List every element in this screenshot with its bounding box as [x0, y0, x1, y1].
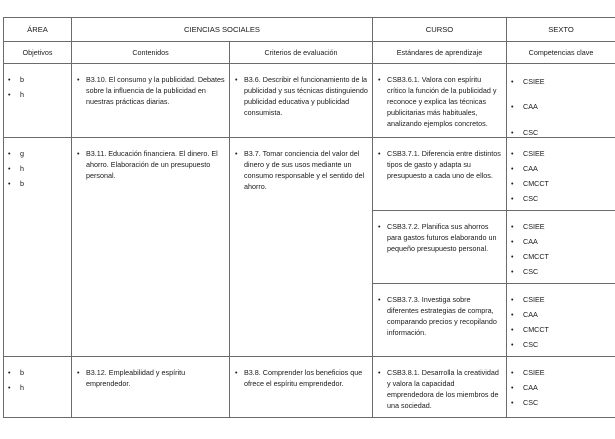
objetivos-cell [4, 64, 72, 138]
col-objetivos: Objetivos [4, 42, 72, 64]
competencia-item: • CSC [511, 395, 613, 410]
competencia-item: • CSIEE [511, 365, 613, 380]
competencia-item: • CSC [511, 191, 613, 206]
course-label: CURSO [373, 18, 507, 42]
table-row [4, 64, 615, 138]
criterio-cell: • B3.6. Describir el funcionamiento de la publicidad y sus técnicas distinguiendo publicidad educativa y publicidad consumista. [230, 64, 373, 138]
competencia-item: • CMCCT [511, 322, 613, 337]
contenido-text: B3.12. Empleabilidad y espíritu emprendedor. [86, 368, 186, 388]
competencia-item: • CAA [511, 307, 613, 322]
objetivo-item: • g [8, 146, 69, 161]
contenido-text: B3.10. El consumo y la publicidad. Debates sobre la influencia de la publicidad en nuestras prácticas diarias. [86, 75, 225, 106]
competencia-item: • CSIEE [511, 219, 613, 234]
estandar-text: CSB3.7.2. Planifica sus ahorros para gastos futuros elaborando un pequeño presupuesto personal. [387, 222, 497, 253]
course-value: SEXTO [507, 18, 615, 42]
estandar-cell: • CSB3.7.3. Investiga sobre diferentes estrategias de compra, comparando precios y recopilando información. [373, 284, 507, 357]
objetivo-item: • b [8, 176, 69, 191]
estandar-text: CSB3.6.1. Valora con espíritu crítico la función de la publicidad y reconoce y explica las técnicas publicitarias más habituales, analizando ejemplos concretos. [387, 75, 497, 128]
estandar-cell: • CSB3.7.2. Planifica sus ahorros para gastos futuros elaborando un pequeño presupuesto personal. [373, 211, 507, 284]
criterio-cell: • B3.7. Tomar conciencia del valor del dinero y de sus usos mediante un consumo responsable y el sentido del ahorro. [230, 138, 373, 357]
competencia-item: • CSC [511, 264, 613, 279]
competencia-item: • CAA [511, 380, 613, 395]
area-label: ÁREA [4, 18, 72, 42]
competencias-cell [507, 284, 615, 357]
estandar-cell: • CSB3.8.1. Desarrolla la creatividad y valora la capacidad emprendedora de los miembros de una sociedad. [373, 357, 507, 418]
curriculum-table [3, 17, 615, 418]
objetivo-item: • b [8, 72, 69, 87]
objetivo-item: • b [8, 365, 69, 380]
competencia-item: • CAA [511, 234, 613, 249]
competencia-item: • CAA [511, 161, 613, 176]
objetivos-cell [4, 357, 72, 418]
contenido-cell: • B3.10. El consumo y la publicidad. Debates sobre la influencia de la publicidad en nuestras prácticas diarias. [72, 64, 230, 138]
header-row [4, 18, 615, 42]
table-row [4, 138, 615, 211]
competencia-item: • CSIEE [511, 292, 613, 307]
col-criterios: Criterios de evaluación [230, 42, 373, 64]
competencia-item: • CSIEE [511, 74, 613, 89]
contenido-cell: • B3.11. Educación financiera. El dinero. El ahorro. Elaboración de un presupuesto personal. [72, 138, 230, 357]
competencia-item: • CAA [511, 89, 613, 111]
competencias-cell [507, 357, 615, 418]
table-row [4, 357, 615, 418]
criterio-text: B3.6. Describir el funcionamiento de la publicidad y sus técnicas distinguiendo publicidad educativa y publicidad consumista. [244, 75, 368, 117]
competencias-cell [507, 138, 615, 211]
column-header-row [4, 42, 615, 64]
objetivo-item: • h [8, 380, 69, 395]
col-contenidos: Contenidos [72, 42, 230, 64]
contenido-cell: • B3.12. Empleabilidad y espíritu emprendedor. [72, 357, 230, 418]
estandar-text: CSB3.7.1. Diferencia entre distintos tipos de gasto y adapta su presupuesto a cada uno de ellos. [387, 149, 501, 180]
competencia-item: • CSIEE [511, 146, 613, 161]
col-competencias: Competencias clave [507, 42, 615, 64]
competencias-cell [507, 211, 615, 284]
competencia-item: • CMCCT [511, 249, 613, 264]
subject-title: CIENCIAS SOCIALES [72, 18, 373, 42]
estandar-cell: • CSB3.6.1. Valora con espíritu crítico la función de la publicidad y reconoce y explica las técnicas publicitarias más habituales, analizando ejemplos concretos. [373, 64, 507, 138]
contenido-text: B3.11. Educación financiera. El dinero. El ahorro. Elaboración de un presupuesto personal. [86, 149, 218, 180]
col-estandares: Estándares de aprendizaje [373, 42, 507, 64]
estandar-text: CSB3.7.3. Investiga sobre diferentes estrategias de compra, comparando precios y recopilando información. [387, 295, 497, 337]
criterio-text: B3.7. Tomar conciencia del valor del dinero y de sus usos mediante un consumo responsable y el sentido del ahorro. [244, 149, 365, 191]
objetivo-item: • h [8, 161, 69, 176]
objetivos-cell [4, 138, 72, 357]
estandar-cell: • CSB3.7.1. Diferencia entre distintos tipos de gasto y adapta su presupuesto a cada uno de ellos. [373, 138, 507, 211]
competencia-item: • CMCCT [511, 176, 613, 191]
estandar-text: CSB3.8.1. Desarrolla la creatividad y valora la capacidad emprendedora de los miembros de una sociedad. [387, 368, 499, 410]
objetivo-item: • h [8, 87, 69, 102]
criterio-text: B3.8. Comprender los beneficios que ofrece el espíritu emprendedor. [244, 368, 363, 388]
competencias-cell [507, 64, 615, 138]
competencia-item: • CSC [511, 337, 613, 352]
competencia-item: • CSC [511, 111, 613, 133]
criterio-cell: • B3.8. Comprender los beneficios que ofrece el espíritu emprendedor. [230, 357, 373, 418]
